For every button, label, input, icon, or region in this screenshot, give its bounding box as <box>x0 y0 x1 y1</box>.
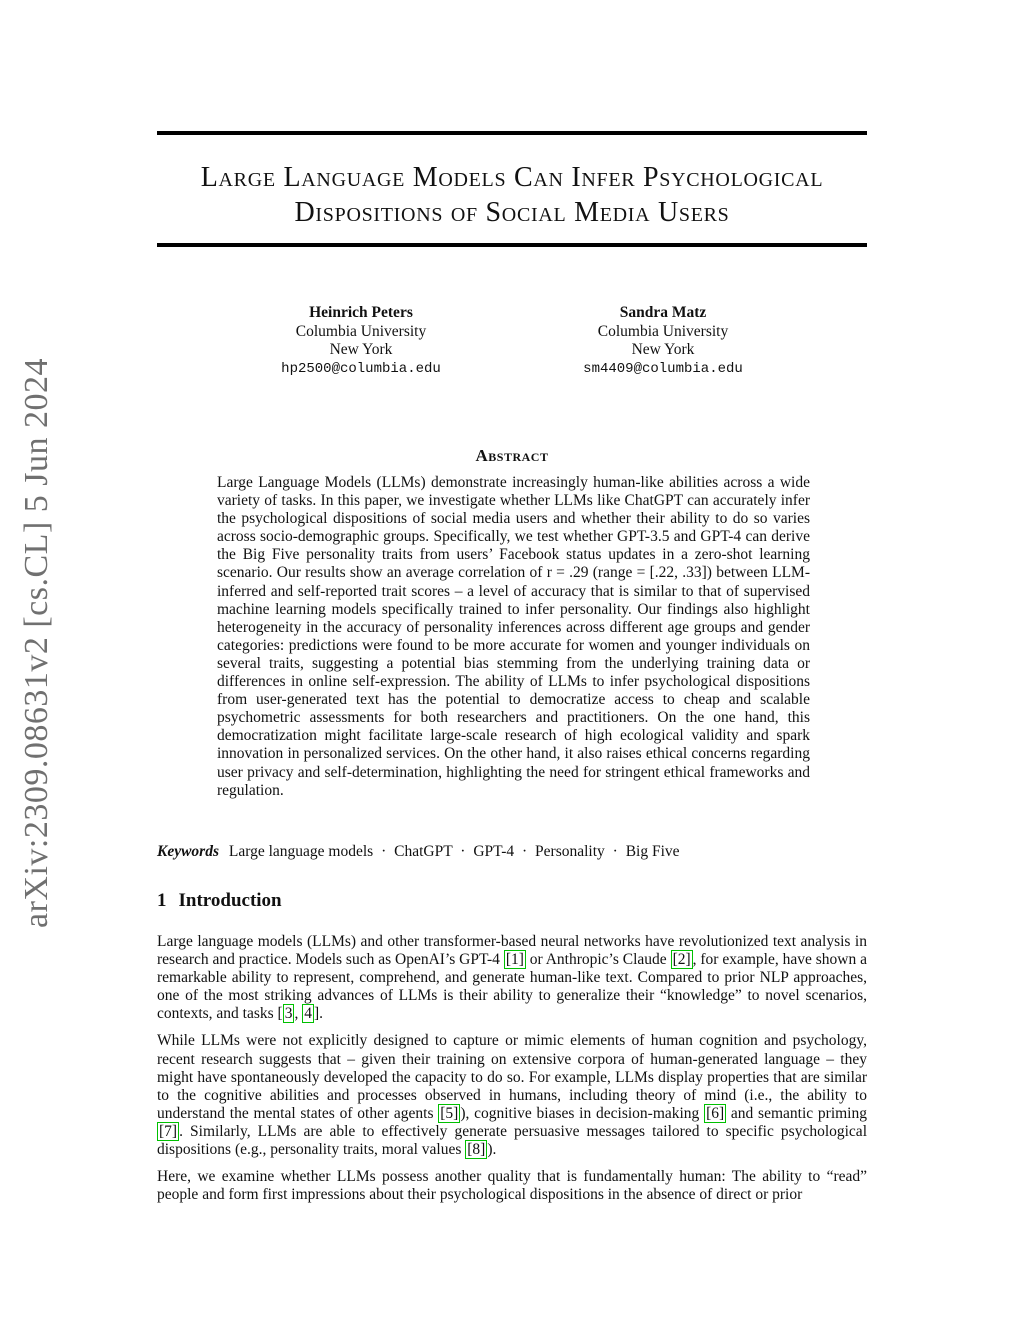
citation-link[interactable]: 3 <box>284 1005 293 1023</box>
keyword-separator: · <box>612 843 618 860</box>
citation-link[interactable]: 4 <box>304 1005 312 1023</box>
author-block-2 <box>533 304 793 378</box>
text-run: Large language models (LLMs) and other transformer-based neural networks have revolutionized text analysis in research and practice. Models such as OpenAI’s GPT-4 <box>157 933 867 969</box>
keyword-separator: · <box>522 843 528 860</box>
text-run: While LLMs were not explicitly designed to capture or mimic elements of human cognition and psychology, recent research suggests that – given their training on extensive corpora of human-generated language – they might have spontaneously developed the capacity to do so. For example, LLMs display properties that are similar to the cognitive abilities and processes observed in humans, including theory of mind (i.e., the ability to understand the mental states of other agents <box>157 1032 867 1122</box>
arxiv-stamp: arXiv:2309.08631v2 [cs.CL] 5 Jun 2024 <box>18 357 55 928</box>
text-run: , <box>294 1005 303 1023</box>
text-run: ]. <box>313 1005 323 1023</box>
section-title: Introduction <box>178 890 282 911</box>
text-run: or Anthropic’s Claude <box>525 951 671 969</box>
citation-link[interactable]: [2] <box>672 951 691 969</box>
author-email[interactable]: hp2500@columbia.edu <box>281 360 441 377</box>
author-location: New York <box>329 341 393 358</box>
citation-link[interactable]: [5] <box>440 1104 459 1122</box>
title-line-1: Large Language Models Can Infer Psychological <box>200 162 824 193</box>
author-affiliation: Columbia University <box>295 322 427 340</box>
title-bottom-rule <box>157 243 867 247</box>
keyword-separator: · <box>381 843 387 860</box>
text-run: , for example, have shown a remarkable ability to represent, comprehend, and generate human-like text. Compared to prior NLP approaches, one of the most striking advances of LLMs is their ability to generalize their “knowledge” to novel scenarios, contexts, and tasks [ <box>157 951 867 1023</box>
keyword: Large language models <box>228 843 374 860</box>
text-run: ), cognitive biases in decision-making <box>460 1104 705 1122</box>
keyword-separator: · <box>460 843 466 860</box>
citation-link[interactable]: [1] <box>505 951 524 969</box>
keywords <box>157 843 867 861</box>
author-name: Sandra Matz <box>619 304 707 321</box>
text-run: ). <box>487 1141 497 1159</box>
keywords-label: Keywords <box>157 843 219 860</box>
text-run: and semantic priming <box>726 1104 867 1122</box>
author-name: Heinrich Peters <box>309 304 413 321</box>
title-line-2: Dispositions of Social Media Users <box>294 197 730 228</box>
keyword: GPT-4 <box>473 843 515 860</box>
keyword: Personality <box>535 843 605 860</box>
abstract-text: Large Language Models (LLMs) demonstrate increasingly human-like abilities across a wide variety of tasks. In this paper, we investigate whether LLMs like ChatGPT can accurately infer the psychological dispositions of social media users and whether their ability to do so varies across socio-demographic groups. Specifically, we test whether GPT-3.5 and GPT-4 can derive the Big Five personality traits from users’ Facebook status updates in a zero-shot learning scenario. Our results show an average correlation of r = .29 (range = [.22, .33]) between LLM-inferred and self-reported trait scores – a level of accuracy that is similar to that of supervised machine learning models specifically trained to infer personality. Our findings also highlight heterogeneity in the accuracy of personality inferences across different age groups and gender categories: predictions were found to be more accurate for women and younger individuals on several traits, suggesting a potential bias stemming from the underlying training data or differences in online self-expression. The ability of LLMs to infer psychological dispositions from user-generated text has the potential to democratize access to cheap and scalable psychometric assessments for both researchers and practitioners. On the one hand, this democratization might facilitate large-scale research of high ecological validity and spark innovation in personalized services. On the other hand, it also raises ethical concerns regarding user privacy and self-determination, highlighting the need for stringent ethical frameworks and regulation. <box>217 474 810 799</box>
author-location: New York <box>631 341 695 358</box>
section-heading-introduction <box>157 890 282 912</box>
paper-title <box>150 160 874 230</box>
citation-link[interactable]: [7] <box>159 1122 178 1140</box>
paragraph <box>157 1032 867 1159</box>
title-top-rule <box>157 131 867 135</box>
abstract-heading: Abstract <box>475 446 549 465</box>
introduction-body <box>157 933 867 1213</box>
citation-link[interactable]: [8] <box>467 1141 486 1159</box>
paragraph <box>157 933 867 1023</box>
text-run: . Similarly, LLMs are able to effectively generate persuasive messages tailored to specific psychological dispositions (e.g., personality traits, moral values <box>157 1122 867 1159</box>
paragraph: Here, we examine whether LLMs possess another quality that is fundamentally human: The ability to “read” people and form first impressions about their psychological dispositions in the absence of direct or prior <box>157 1168 867 1204</box>
section-number: 1 <box>157 890 167 911</box>
author-block-1 <box>231 304 491 378</box>
citation-link[interactable]: [6] <box>706 1104 725 1122</box>
keyword: ChatGPT <box>394 843 453 860</box>
keyword: Big Five <box>625 843 680 860</box>
author-email[interactable]: sm4409@columbia.edu <box>583 360 743 377</box>
author-affiliation: Columbia University <box>597 322 729 340</box>
